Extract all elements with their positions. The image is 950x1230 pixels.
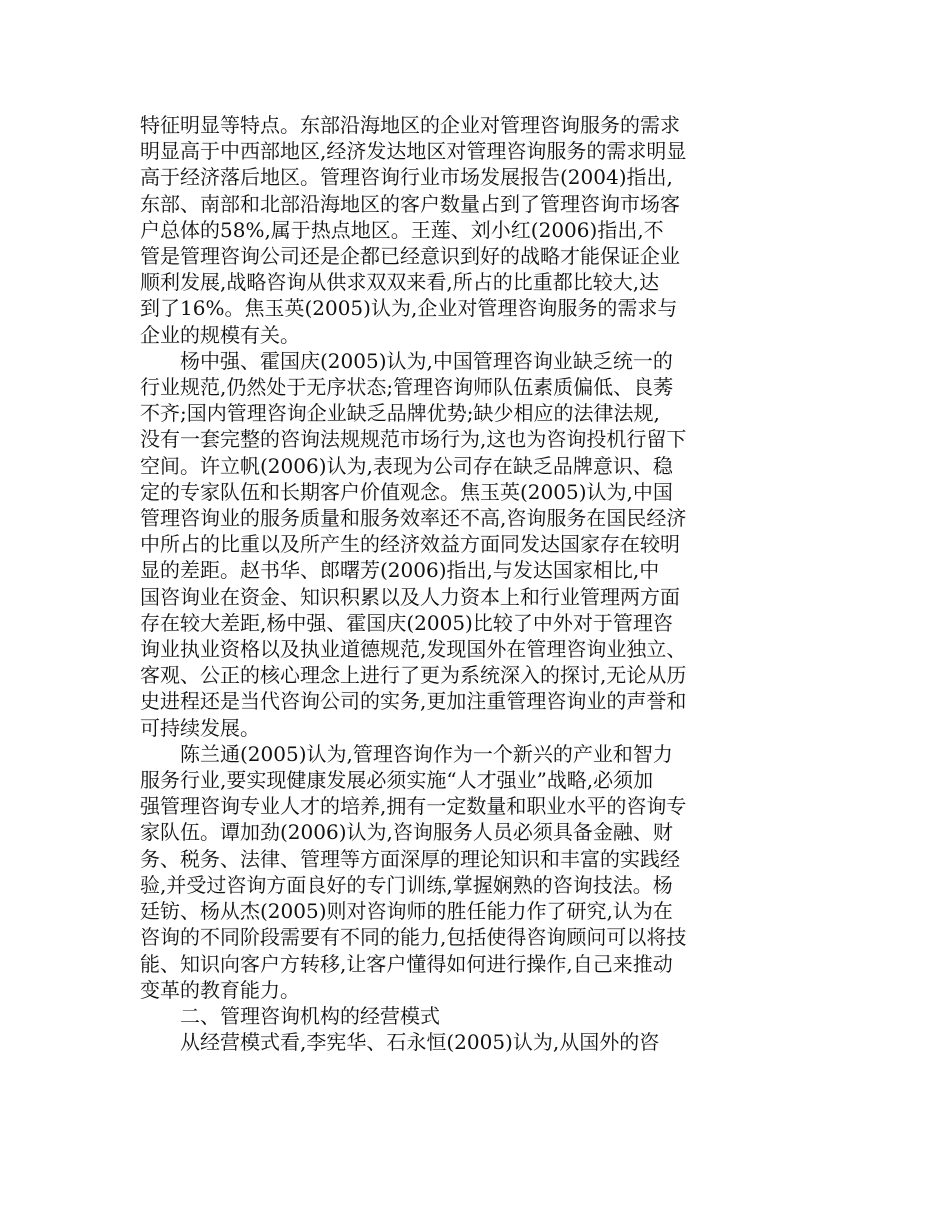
text-line: 没有一套完整的咨询法规规范市场行为,这也为咨询投机行留下 <box>140 427 687 452</box>
text-line: 管理咨询业的服务质量和服务效率还不高,咨询服务在国民经济 <box>140 506 687 531</box>
text-line: 户总体的58%,属于热点地区。王莲、刘小红(2006)指出,不 <box>140 217 664 242</box>
text-line: 史进程还是当代咨询公司的实务,更加注重管理咨询业的声誉和 <box>140 689 687 714</box>
text-line: 东部、南部和北部沿海地区的客户数量占到了管理咨询市场客 <box>140 191 680 216</box>
text-line: 国咨询业在资金、知识积累以及人力资本上和行业管理两方面 <box>140 584 680 609</box>
text-line: 变革的教育能力。 <box>140 977 300 1002</box>
text-line: 到了16%。焦玉英(2005)认为,企业对管理咨询服务的需求与 <box>140 296 678 321</box>
text-line: 管是管理咨询公司还是企都已经意识到好的战略才能保证企业 <box>140 244 680 269</box>
paragraph <box>140 348 750 741</box>
paragraph <box>140 1029 750 1055</box>
text-line: 陈兰通(2005)认为,管理咨询作为一个新兴的产业和智力 <box>180 741 673 766</box>
text-line: 特征明显等特点。东部沿海地区的企业对管理咨询服务的需求 <box>140 113 680 137</box>
document-body <box>140 112 750 1055</box>
text-line: 从经营模式看,李宪华、石永恒(2005)认为,从国外的咨 <box>180 1030 660 1055</box>
text-line: 家队伍。谭加劲(2006)认为,咨询服务人员必须具备金融、财 <box>140 820 673 845</box>
text-line: 强管理咨询专业人才的培养,拥有一定数量和职业水平的咨询专 <box>140 794 687 819</box>
text-line: 二、管理咨询机构的经营模式 <box>180 1003 440 1028</box>
text-line: 廷钫、杨从杰(2005)则对咨询师的胜任能力作了研究,认为在 <box>140 899 673 924</box>
text-line: 不齐;国内管理咨询企业缺乏品牌优势;缺少相应的法律法规, <box>140 401 660 426</box>
text-line: 高于经济落后地区。管理咨询行业市场发展报告(2004)指出, <box>140 165 673 190</box>
paragraph <box>140 741 750 1003</box>
text-line: 咨询的不同阶段需要有不同的能力,包括使得咨询顾问可以将技 <box>140 925 687 950</box>
text-line: 中所占的比重以及所产生的经济效益方面同发达国家存在较明 <box>140 532 680 557</box>
paragraph <box>140 1003 750 1029</box>
text-line: 验,并受过咨询方面良好的专门训练,掌握娴熟的咨询技法。杨 <box>140 872 673 897</box>
text-line: 空间。许立帆(2006)认为,表现为公司存在缺乏品牌意识、稳 <box>140 453 673 478</box>
text-line: 务、税务、法律、管理等方面深厚的理论知识和丰富的实践经 <box>140 846 680 871</box>
text-line: 行业规范,仍然处于无序状态;管理咨询师队伍素质偏低、良莠 <box>140 375 674 400</box>
text-line: 能、知识向客户方转移,让客户懂得如何进行操作,自己来推动 <box>140 951 673 976</box>
text-line: 显的差距。赵书华、郎曙芳(2006)指出,与发达国家相比,中 <box>140 558 660 583</box>
text-line: 明显高于中西部地区,经济发达地区对管理咨询服务的需求明显 <box>140 139 687 164</box>
text-line: 企业的规模有关。 <box>140 322 300 347</box>
text-line: 顺利发展,战略咨询从供求双双来看,所占的比重都比较大,达 <box>140 270 660 295</box>
text-line: 可持续发展。 <box>140 715 260 740</box>
text-line: 服务行业,要实现健康发展必须实施“人才强业”战略,必须加 <box>140 768 654 793</box>
text-line: 杨中强、霍国庆(2005)认为,中国管理咨询业缺乏统一的 <box>180 348 673 373</box>
text-line: 存在较大差距,杨中强、霍国庆(2005)比较了中外对于管理咨 <box>140 610 673 635</box>
text-line: 询业执业资格以及执业道德规范,发现国外在管理咨询业独立、 <box>140 637 687 662</box>
paragraph <box>140 112 750 348</box>
text-line: 定的专家队伍和长期客户价值观念。焦玉英(2005)认为,中国 <box>140 479 673 504</box>
text-line: 客观、公正的核心理念上进行了更为系统深入的探讨,无论从历 <box>140 663 687 688</box>
